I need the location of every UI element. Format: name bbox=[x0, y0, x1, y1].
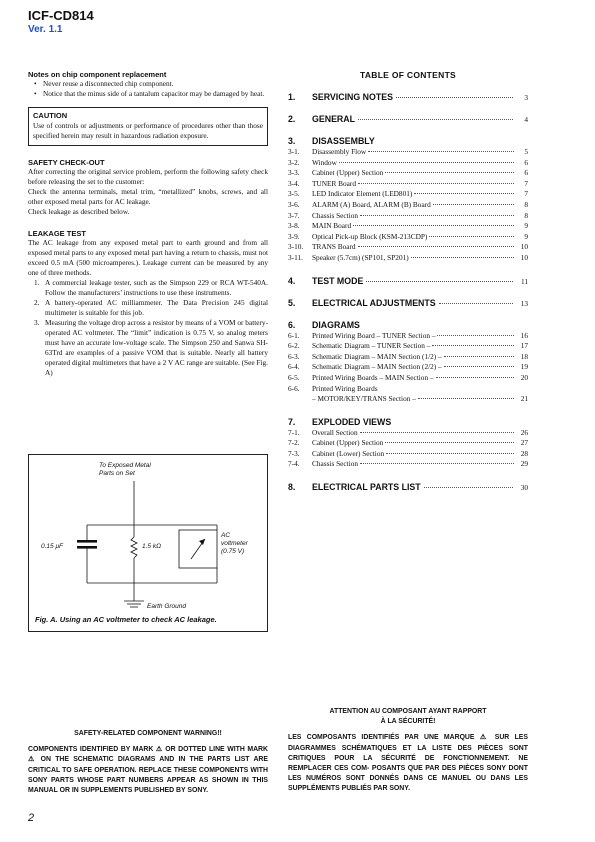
left-column bbox=[28, 70, 268, 378]
voltmeter-arrow bbox=[199, 539, 205, 545]
toc-entry[interactable]: 3-7. Chassis Section 8 bbox=[288, 210, 528, 220]
toc-entry[interactable]: 6-5. Printed Wiring Boards – MAIN Section – 20 bbox=[288, 372, 528, 382]
figure-label-resistor: 1.5 kΩ bbox=[142, 543, 162, 550]
safety-checkout-text: After correcting the original service problem, perform the following safety check before releasing the set to the customer: bbox=[28, 167, 268, 186]
toc-section-3-heading[interactable]: 3. DISASSEMBLY bbox=[288, 136, 375, 146]
warning-en-title: SAFETY-RELATED COMPONENT WARNING!! bbox=[74, 730, 222, 737]
toc-entry[interactable]: 3-11. Speaker (5.7cm) (SP101, SP201) 10 bbox=[288, 252, 528, 262]
toc-entry[interactable]: 7-3. Cabinet (Lower) Section 28 bbox=[288, 448, 528, 458]
toc-entry[interactable]: 6-6. Printed Wiring Boards bbox=[288, 383, 378, 393]
chip-note-item: • Never reuse a disconnected chip component. bbox=[34, 79, 268, 89]
warning-fr-title: ATTENTION AU COMPOSANT AYANT RAPPORT À LA SÉCURITÉ! bbox=[329, 708, 487, 726]
toc-entry[interactable]: 6-2. Schematic Diagram – TUNER Section – 17 bbox=[288, 341, 528, 351]
toc-entry[interactable]: 6-4. Schematic Diagram – MAIN Section (2/2) – 19 bbox=[288, 362, 528, 372]
leakage-method-item: 3. Measuring the voltage drop across a resistor by means of a VOM or battery-operated AC voltmeter. The “limit” indication is 0.75 V, so analog meters must have an accurate low-voltage scale. The Simpson 250 and Sanwa SH-63Trd are examples of a passive VOM that is suitable. Nearly all battery operated digital multimeters that have a 2 V AC range are suitable. (See Fig. A) bbox=[34, 318, 268, 377]
caution-title: CAUTION bbox=[33, 111, 68, 120]
toc-entry[interactable]: 3-2. Window 6 bbox=[288, 157, 528, 167]
resistor-symbol bbox=[131, 537, 137, 558]
leakage-methods-list bbox=[34, 278, 268, 378]
toc-section-4[interactable]: 4. TEST MODE 11 bbox=[288, 275, 528, 286]
toc-section-2[interactable]: 2. GENERAL 4 bbox=[288, 114, 528, 124]
figure-label-voltmeter: AC voltmeter (0.75 V) bbox=[221, 532, 248, 555]
capacitor-plate-bottom bbox=[77, 546, 97, 549]
safety-checkout-text-3: Check leakage as described below. bbox=[28, 207, 130, 216]
toc-entry[interactable]: 7-2. Cabinet (Upper) Section 27 bbox=[288, 438, 528, 448]
toc-section-3-items bbox=[288, 147, 528, 264]
leakage-test-text: The AC leakage from any exposed metal part to earth ground and from all exposed metal parts to any exposed metal part having a return to chassis, must not exceed 0.5 mA (500 microamperes.). Leakage current can be measured by any one of three methods. bbox=[28, 238, 268, 277]
toc-entry[interactable]: 3-3. Cabinet (Upper) Section 6 bbox=[288, 168, 528, 178]
toc-section-8[interactable]: 8. ELECTRICAL PARTS LIST 30 bbox=[288, 482, 528, 493]
page-number: 2 bbox=[28, 812, 35, 824]
table-of-contents bbox=[288, 70, 528, 492]
toc-section-6-heading[interactable]: 6. DIAGRAMS bbox=[288, 319, 360, 330]
toc-entry[interactable]: 3-8. MAIN Board 9 bbox=[288, 221, 528, 231]
leakage-method-item: 1. A commercial leakage tester, such as the Simpson 229 or RCA WT-540A. Follow the manufacturers’ instructions to use these instruments. bbox=[34, 278, 268, 297]
safety-checkout-section bbox=[28, 158, 268, 217]
version-label: Ver. 1.1 bbox=[28, 24, 63, 35]
toc-title: TABLE OF CONTENTS bbox=[359, 70, 457, 80]
toc-entry[interactable]: 3-10. TRANS Board 10 bbox=[288, 242, 528, 252]
toc-section-5[interactable]: 5. ELECTRICAL ADJUSTMENTS 13 bbox=[288, 297, 528, 308]
caution-box bbox=[28, 107, 268, 146]
leakage-test-section bbox=[28, 229, 268, 378]
warning-en-text: COMPONENTS IDENTIFIED BY MARK ⚠ OR DOTTED LINE WITH MARK ⚠ ON THE SCHEMATIC DIAGRAMS AND IN THE PARTS LIST ARE CRITICAL TO SAFE OPERATION. REPLACE THESE COMPONENTS WITH SONY PARTS WHOSE PART NUMBERS APPEAR AS SHOWN IN THIS MANUAL OR IN SUPPLEMENTS PUBLISHED BY SONY. bbox=[28, 746, 268, 795]
capacitor-plate-top bbox=[77, 540, 97, 543]
chip-notes-list bbox=[34, 79, 268, 99]
toc-entry[interactable]: 6-3. Schematic Diagram – MAIN Section (1/2) – 18 bbox=[288, 351, 528, 361]
safety-checkout-title: SAFETY CHECK-OUT bbox=[28, 158, 105, 167]
model-title: ICF-CD814 bbox=[28, 8, 94, 23]
warning-fr-text: LES COMPOSANTS IDENTIFIÉS PAR UNE MARQUE ⚠ SUR LES DIAGRAMMES SCHÉMATIQUES ET LA LISTE DES PIÈCES SONT CRITIQUES POUR LA SÉCURITÉ DE FONCTIONNEMENT. NE REMPLACER CES COM- POSANTS QUE PAR DES PIÈCES SONY DONT LES NUMÉROS SONT DONNÉS DANS CE MANUEL OU DANS LES SUPPLÉMENTS PUBLIÉS PAR SONY. bbox=[288, 734, 528, 793]
toc-entry[interactable]: – MOTOR/KEY/TRANS Section – 21 bbox=[312, 394, 528, 404]
toc-entry[interactable]: 3-5. LED Indicator Element (LED801) 7 bbox=[288, 189, 528, 199]
chip-note-item: • Notice that the minus side of a tantalum capacitor may be damaged by heat. bbox=[34, 89, 268, 99]
caution-text: Use of controls or adjustments or performance of procedures other than those specified herein may result in hazardous radiation exposure. bbox=[33, 121, 263, 140]
chip-notes-title: Notes on chip component replacement bbox=[28, 70, 167, 79]
toc-entry[interactable]: 3-4. TUNER Board 7 bbox=[288, 178, 528, 188]
toc-entry[interactable]: 7-1. Overall Section 26 bbox=[288, 427, 528, 437]
toc-entry[interactable]: 3-1. Disassembly Flow 5 bbox=[288, 147, 528, 156]
toc-section-1[interactable]: 1. SERVICING NOTES 3 bbox=[288, 92, 528, 102]
toc-entry[interactable]: 3-9. Optical Pick-up Block (KSM-213CDP) 9 bbox=[288, 231, 528, 241]
leakage-method-item: 2. A battery-operated AC milliammeter. The Data Precision 245 digital multimeter is suitable for this job. bbox=[34, 298, 268, 317]
figure-label-ground: Earth Ground bbox=[147, 603, 187, 610]
toc-entry[interactable]: 7-4. Chassis Section 29 bbox=[288, 459, 528, 469]
figure-label-probe: To Exposed Metal Parts on Set bbox=[99, 462, 151, 477]
figure-caption: Fig. A. Using an AC voltmeter to check AC leakage. bbox=[35, 615, 217, 624]
toc-entry[interactable]: 6-1. Printed Wiring Board – TUNER Section – 16 bbox=[288, 330, 528, 340]
figure-label-capacitor: 0.15 μF bbox=[41, 543, 63, 550]
safety-checkout-text-2: Check the antenna terminals, metal trim, “metallized” knobs, screws, and all other exposed metal parts for AC leakage. bbox=[28, 187, 268, 206]
toc-section-7-items bbox=[288, 428, 528, 470]
figure-a-box bbox=[28, 454, 268, 632]
safety-warning-english bbox=[28, 729, 268, 796]
toc-section-6-items bbox=[288, 331, 528, 405]
toc-section-7-heading[interactable]: 7. EXPLODED VIEWS bbox=[288, 416, 392, 427]
safety-warning-french bbox=[288, 707, 528, 795]
leakage-test-title: LEAKAGE TEST bbox=[28, 229, 86, 238]
toc-entry[interactable]: 3-6. ALARM (A) Board, ALARM (B) Board 8 bbox=[288, 199, 528, 209]
